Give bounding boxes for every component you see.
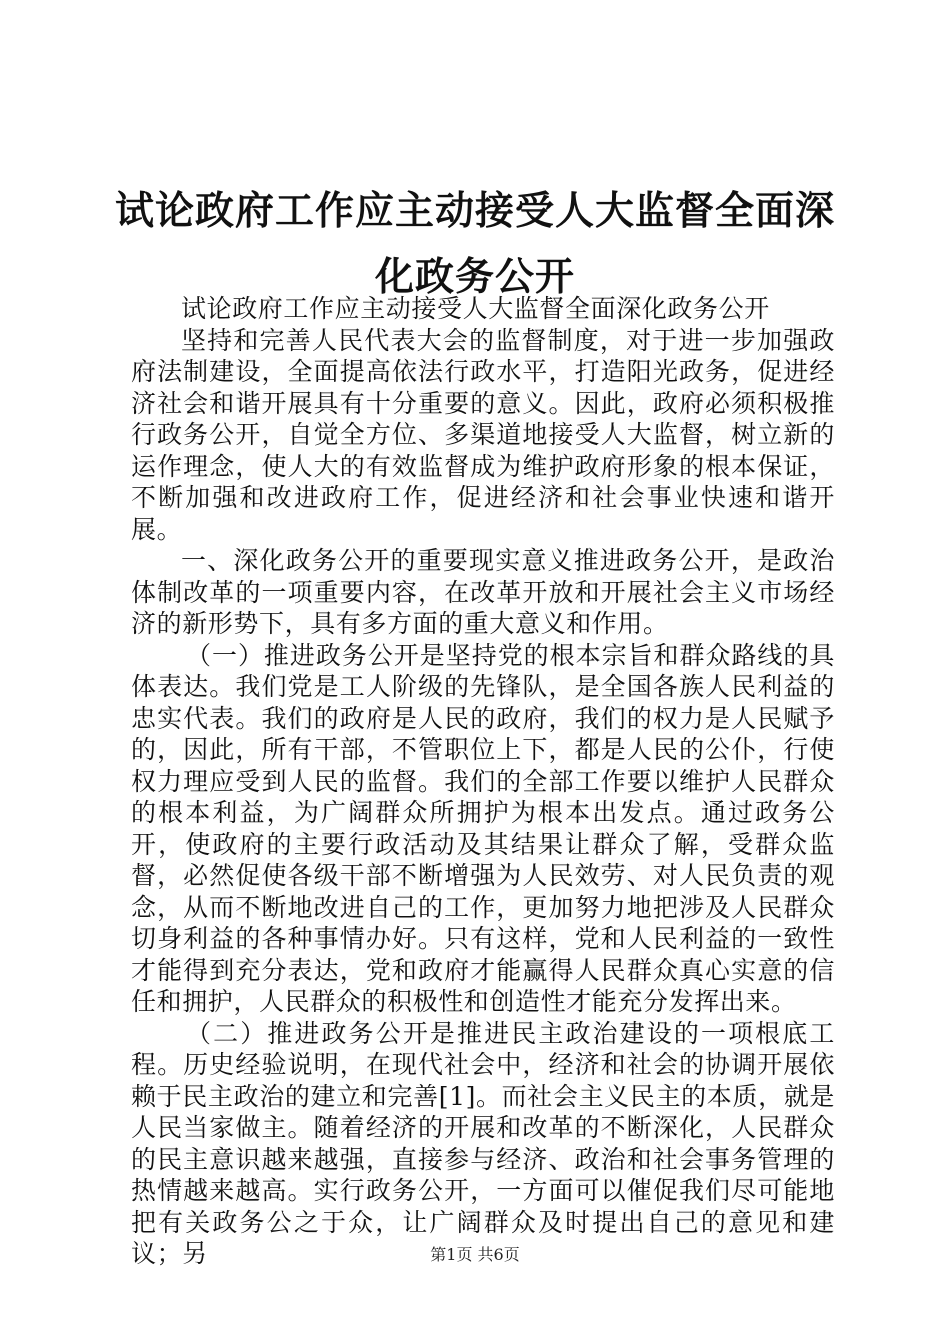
paragraph-point-two: （二）推进政务公开是推进民主政治建设的一项根底工程。历史经验说明，在现代社会中，经济和社会的协调开展依赖于民主政治的建立和完善[1]。而社会主义民主的本质，就是人民当家做主。随着经济的开展和改革的不断深化，人民群众的民主意识越来越强，直接参与经济、政治和社会事务管理的热情越来越高。实行政务公开，一方面可以催促我们尽可能地把有关政务公之于众，让广阔群众及时提出自己的意见和建议；另 (131, 1018, 835, 1268)
paragraph-section-one: 一、深化政务公开的重要现实意义推进政务公开，是政治体制改革的一项重要内容，在改革开放和开展社会主义市场经济的新形势下，具有多方面的重大意义和作用。 (131, 546, 835, 638)
paragraph-intro: 坚持和完善人民代表大会的监督制度，对于进一步加强政府法制建设，全面提高依法行政水平，打造阳光政务，促进经济社会和谐开展具有十分重要的意义。因此，政府必须积极推行政务公开，自觉全方位、多渠道地接受人大监督，树立新的运作理念，使人大的有效监督成为维护政府形象的根本保证，不断加强和改进政府工作，促进经济和社会事业快速和谐开展。 (131, 325, 835, 544)
paragraph-point-one: （一）推进政务公开是坚持党的根本宗旨和群众路线的具体表达。我们党是工人阶级的先锋队，是全国各族人民利益的忠实代表。我们的政府是人民的政府，我们的权力是人民赋予的，因此，所有干部，不管职位上下，都是人民的公仆，行使权力理应受到人民的监督。我们的全部工作要以维护人民群众的根本利益，为广阔群众所拥护为根本出发点。通过政务公开，使政府的主要行政活动及其结果让群众了解，受群众监督，必然促使各级干部不断增强为人民效劳、对人民负责的观念，从而不断地改进自己的工作，更加努力地把涉及人民群众切身利益的各种事情办好。只有这样，党和人民利益的一致性才能得到充分表达，党和政府才能赢得人民群众真心实意的信任和拥护，人民群众的积极性和创造性才能充分发挥出来。 (131, 640, 835, 1016)
paragraph-subtitle: 试论政府工作应主动接受人大监督全面深化政务公开 (181, 294, 770, 323)
page-number-footer: 第1页 共6页 (430, 1245, 520, 1264)
document-title: 试论政府工作应主动接受人大监督全面深化政务公开 (114, 188, 835, 300)
document-body (131, 293, 835, 1270)
